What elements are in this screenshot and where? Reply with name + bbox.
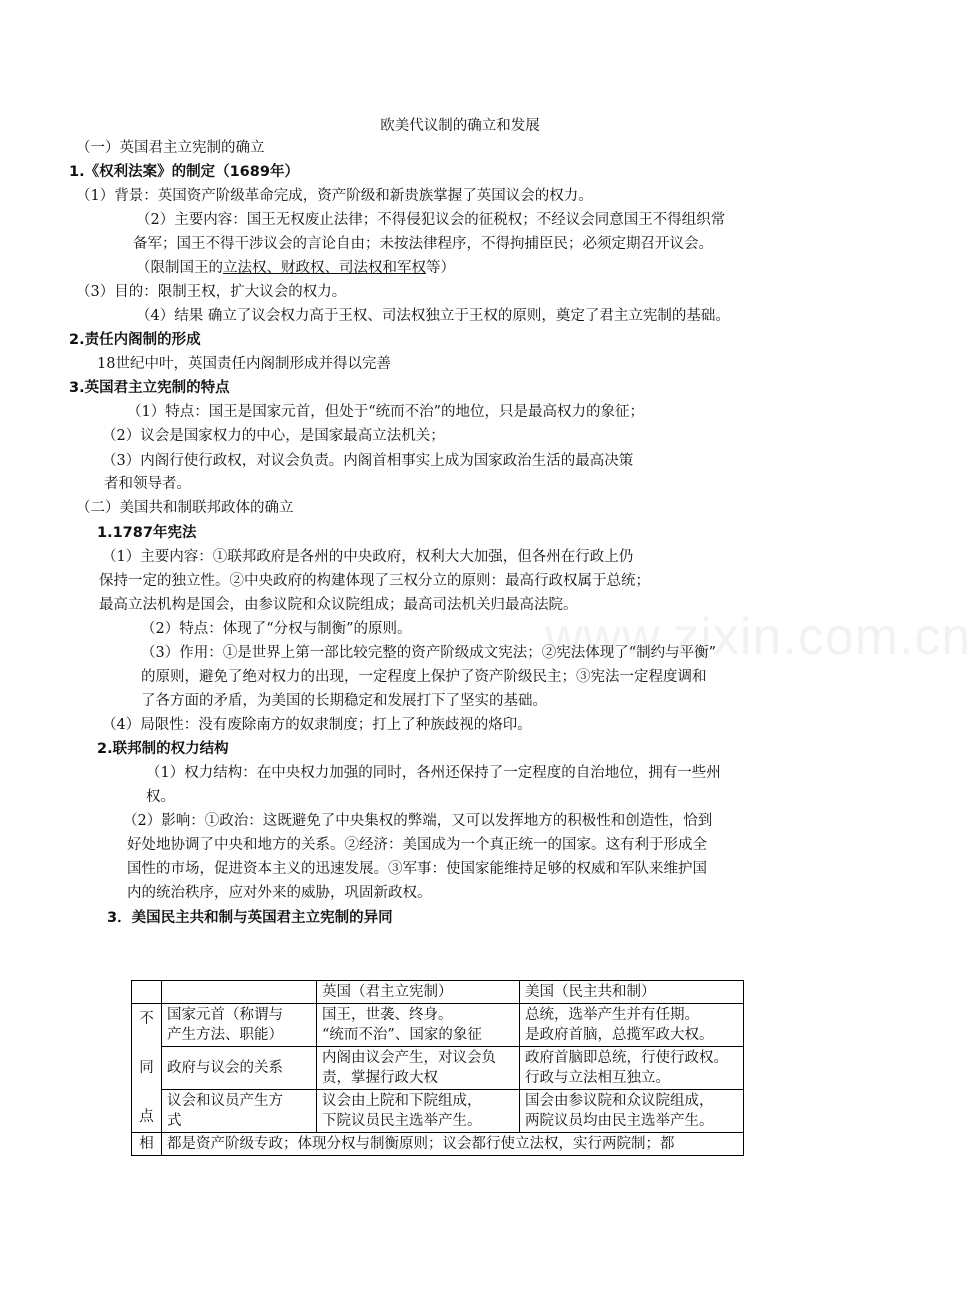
cell-line: 国会由参议院和众议院组成， [525, 1093, 714, 1109]
header-us: 美国（民主共和制） [520, 981, 744, 1004]
table-cell [162, 981, 317, 1004]
us-cell [520, 1047, 744, 1090]
paragraph-impact-b: 好处地协调了中央和地方的关系。②经济：美国成为一个真正统一的国家。这有利于形成全 [127, 837, 707, 853]
comparison-table [131, 980, 744, 1156]
uk-cell [317, 1004, 520, 1047]
paragraph-impact-c: 国性的市场，促进资本主义的迅速发展。③军事：使国家能维持足够的权威和军队来维护国 [127, 861, 707, 877]
similarities-cell: 都是资产阶级专政；体现分权与制衡原则；议会都行使立法权，实行两院制；都 [162, 1133, 744, 1156]
aspect-cell [162, 1047, 317, 1090]
cell-line: 国家元首（称谓与 [167, 1007, 283, 1023]
side-label-similarities: 相 [132, 1133, 162, 1156]
cell-line: 内阁由议会产生，对议会负 [322, 1050, 496, 1066]
subheading-constitution: 1.1787年宪法 [97, 525, 197, 541]
table-row [132, 1090, 744, 1133]
subheading-cabinet: 2.责任内阁制的形成 [69, 332, 201, 348]
table-row [132, 1047, 744, 1090]
cell-line: 议会和议员产生方 [167, 1093, 283, 1109]
paragraph-content-a: （2）主要内容：国王无权废止法律；不得侵犯议会的征税权；不经议会同意国王不得组织常 [136, 212, 726, 228]
cell-line: 两院议员均由民主选举产生。 [525, 1113, 714, 1129]
cell-line: 下院议员民主选举产生。 [322, 1113, 482, 1129]
table-row [132, 1004, 744, 1047]
paragraph-effect-b: 的原则，避免了绝对权力的出现，一定程度上保护了资产阶级民主；③宪法一定程度调和 [141, 669, 707, 685]
cell-line: 总统，选举产生并有任期。 [525, 1007, 699, 1023]
side-char: 不 [139, 1011, 154, 1027]
table-header-row [132, 981, 744, 1004]
paragraph-effect-c: 了各方面的矛盾，为美国的长期稳定和发展打下了坚实的基础。 [141, 693, 547, 709]
cell-line: “统而不治”、国家的象征 [322, 1027, 482, 1043]
section-heading-1: （一）英国君主立宪制的确立 [76, 140, 265, 156]
underlined-powers: 立法权、财政权、司法权和军权 [223, 260, 426, 276]
text-span: （限制国王的 [136, 260, 223, 276]
section-heading-2: （二）美国共和制联邦政体的确立 [76, 500, 294, 516]
paragraph-structure-a: （1）权力结构：在中央权力加强的同时，各州还保持了一定程度的自治地位，拥有一些州 [146, 765, 721, 781]
paragraph-effect-a: （3）作用：①是世界上第一部比较完整的资产阶级成文宪法；②宪法体现了“制约与平衡” [141, 645, 717, 661]
paragraph-constitution-b: 保持一定的独立性。②中央政府的构建体现了三权分立的原则：最高行政权属于总统； [99, 573, 650, 589]
paragraph-cabinet: 18世纪中叶，英国责任内阁制形成并得以完善 [97, 356, 391, 372]
paragraph-feature-1: （1）特点：国王是国家元首，但处于“统而不治”的地位，只是最高权力的象征； [127, 404, 645, 420]
subheading-bill-of-rights: 1.《权利法案》的制定（1689年） [69, 164, 299, 180]
paragraph-background: （1）背景：英国资产阶级革命完成，资产阶级和新贵族掌握了英国议会的权力。 [76, 188, 593, 204]
subheading-uk-features: 3.英国君主立宪制的特点 [69, 380, 230, 396]
table-row-similarities [132, 1133, 744, 1156]
aspect-cell [162, 1090, 317, 1133]
paragraph-constitution-a: （1）主要内容：①联邦政府是各州的中央政府，权利大大加强，但各州在行政上仍 [102, 549, 634, 565]
paragraph-purpose: （3）目的：限制王权，扩大议会的权力。 [76, 284, 347, 300]
paragraph-constitution-c: 最高立法机构是国会，由参议院和众议院组成；最高司法机关归最高法院。 [99, 597, 578, 613]
side-label-differences [132, 1004, 162, 1133]
cell-line: 责，掌握行政大权 [322, 1070, 438, 1086]
paragraph-constitution-feature: （2）特点：体现了“分权与制衡”的原则。 [141, 621, 412, 637]
table-cell [132, 981, 162, 1004]
paragraph-content-c [136, 258, 455, 278]
uk-cell [317, 1090, 520, 1133]
paragraph-feature-2: （2）议会是国家权力的中心，是国家最高立法机关； [102, 428, 445, 444]
cell-line: 政府首脑即总统，行使行政权。 [525, 1050, 728, 1066]
paragraph-limitation: （4）局限性：没有废除南方的奴隶制度；打上了种族歧视的烙印。 [102, 717, 532, 733]
side-char: 同 [139, 1060, 154, 1076]
paragraph-impact-d: 内的统治秩序，应对外来的威胁，巩固新政权。 [127, 885, 432, 901]
aspect-cell [162, 1004, 317, 1047]
cell-line: 议会由上院和下院组成， [322, 1093, 482, 1109]
cell-line: 是政府首脑，总揽军政大权。 [525, 1027, 714, 1043]
paragraph-feature-3a: （3）内阁行使行政权，对议会负责。内阁首相事实上成为国家政治生活的最高决策 [102, 453, 634, 469]
cell-line: 产生方法、职能） [167, 1027, 283, 1043]
cell-line: 式 [167, 1113, 182, 1129]
text-span: 等） [426, 260, 455, 276]
paragraph-result: （4）结果 确立了议会权力高于王权、司法权独立于王权的原则，奠定了君主立宪制的基础。 [136, 308, 730, 324]
cell-line: 行政与立法相互独立。 [525, 1070, 670, 1086]
us-cell [520, 1090, 744, 1133]
subheading-federal: 2.联邦制的权力结构 [97, 741, 229, 757]
doc-title: 欧美代议制的确立和发展 [380, 118, 540, 134]
paragraph-feature-3b: 者和领导者。 [104, 476, 191, 492]
subheading-comparison: 3．美国民主共和制与英国君主立宪制的异同 [107, 910, 393, 926]
paragraph-structure-b: 权。 [146, 789, 175, 805]
paragraph-content-b: 备军；国王不得干涉议会的言论自由；未按法律程序，不得拘捕臣民；必须定期召开议会。 [133, 236, 713, 252]
cell-line: 国王，世袭、终身。 [322, 1007, 453, 1023]
watermark: www.zixin.com.cn [545, 608, 971, 666]
header-uk: 英国（君主立宪制） [317, 981, 520, 1004]
side-char: 点 [139, 1109, 154, 1125]
us-cell [520, 1004, 744, 1047]
uk-cell [317, 1047, 520, 1090]
cell-line: 政府与议会的关系 [167, 1060, 283, 1076]
paragraph-impact-a: （2）影响：①政治：这既避免了中央集权的弊端，又可以发挥地方的积极性和创造性，恰到 [123, 813, 713, 829]
